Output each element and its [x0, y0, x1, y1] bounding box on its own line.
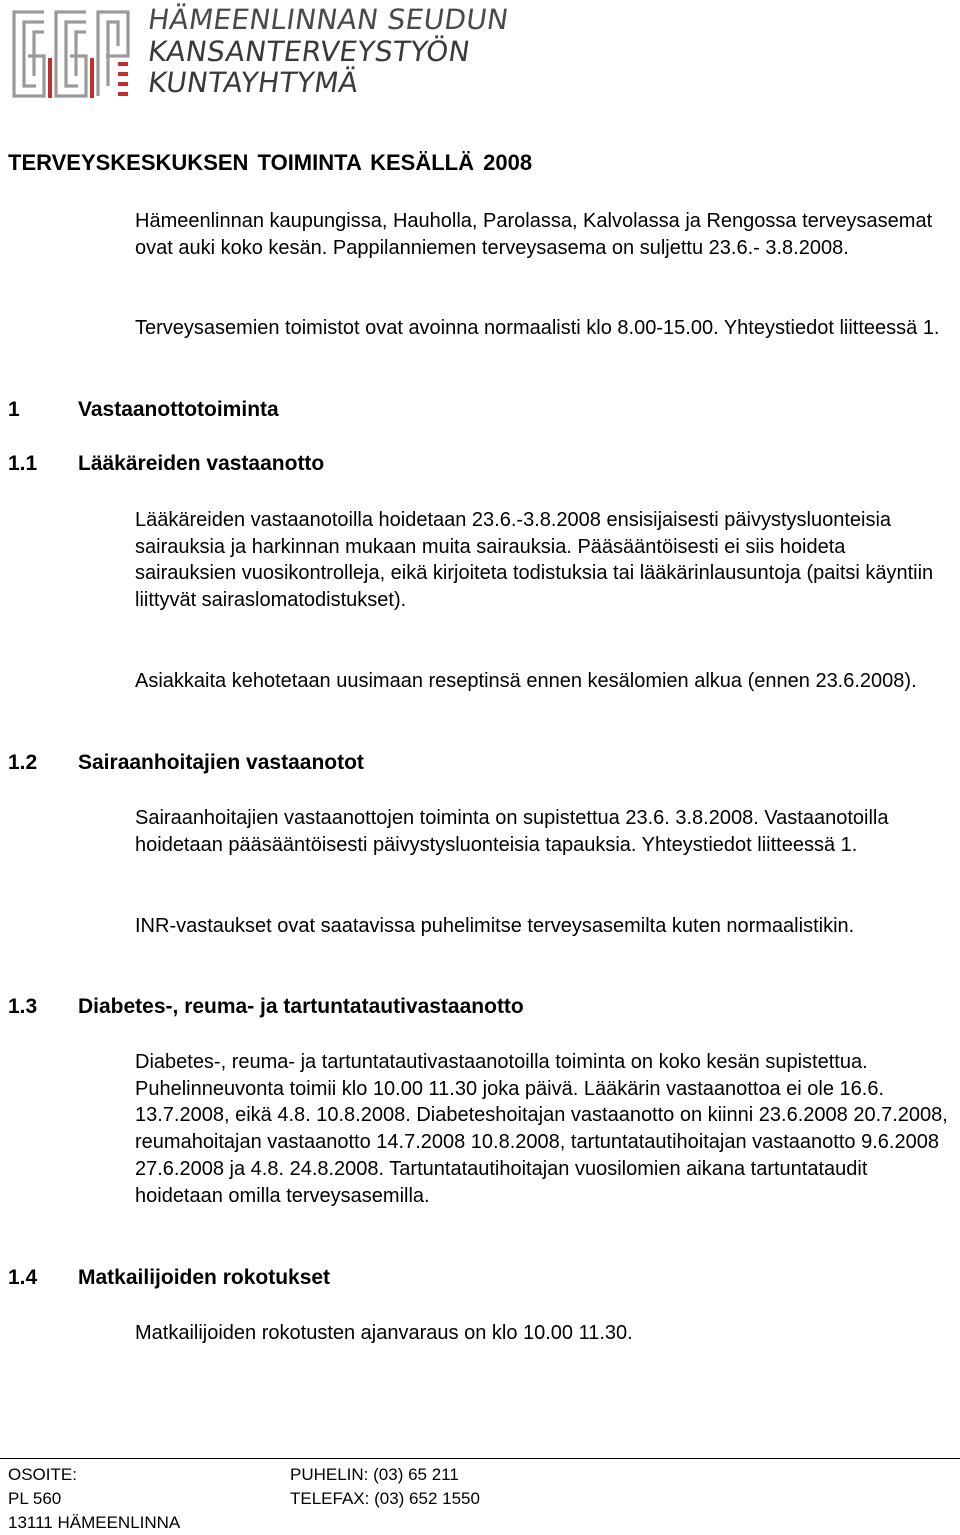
footer-address	[8, 1463, 180, 1535]
subsection-heading-1-1	[8, 452, 324, 476]
subsection-number: 1.2	[8, 751, 38, 774]
paragraph-1-2-a: Sairaanhoitajien vastaanottojen toiminta on supistettua 23.6. 3.8.2008. Vastaanotoilla hoidetaan pääsääntöisesti päivystysluonteisia tapauksia. Yhteystiedot liitteessä 1.	[135, 807, 889, 856]
logo-accent-5	[118, 82, 128, 86]
footer-address-label: OSOITE:	[8, 1465, 77, 1484]
subsection-number: 1.4	[8, 1266, 38, 1289]
footer-city: 13111 HÄMEENLINNA	[8, 1513, 181, 1532]
organization-logo	[6, 3, 511, 104]
subsection-heading-1-4	[8, 1266, 330, 1290]
footer-fax: TELEFAX: (03) 652 1550	[290, 1489, 480, 1508]
paragraph-1-1-a: Lääkäreiden vastaanotoilla hoidetaan 23.6.-3.8.2008 ensisijaisesti päivystysluonteisia sairauksia ja harkinnan mukaan muita sairauksia. Pääsääntöisesti ei siis hoideta sairauksien vuosikontrolleja, eikä kirjoiteta todistuksia tai lääkärinlausuntoja (paitsi käyntiin liittyvät sairaslomatodistukset).	[135, 509, 934, 612]
logo-line-3: KUNTAYHTYMÄ	[145, 66, 361, 99]
logo-line-2: KANSANTERVEYSTYÖN	[145, 34, 473, 68]
paragraph-1-2-b: INR-vastaukset ovat saatavissa puhelimitse terveysasemilta kuten normaalistikin.	[135, 915, 855, 937]
section-number: 1	[8, 398, 20, 421]
footer-po-box: PL 560	[8, 1489, 62, 1508]
subsection-title: Sairaanhoitajien vastaanotot	[78, 751, 364, 774]
paragraph-1-1-b: Asiakkaita kehotetaan uusimaan reseptinsä ennen kesälomien alkua (ennen 23.6.2008).	[135, 670, 917, 692]
subsection-title: Lääkäreiden vastaanotto	[78, 452, 325, 475]
subsection-title: Matkailijoiden rokotukset	[78, 1266, 331, 1289]
section-heading-1	[8, 398, 279, 422]
section-title: Vastaanottotoiminta	[78, 398, 279, 421]
subsection-heading-1-3	[8, 995, 524, 1019]
document-title: TERVEYSKESKUKSEN TOIMINTA KESÄLLÄ 2008	[8, 150, 533, 175]
intro-paragraph-1: Hämeenlinnan kaupungissa, Hauholla, Parolassa, Kalvolassa ja Rengossa terveysasemat ovat auki koko kesän. Pappilanniemen terveysasema on suljettu 23.6.- 3.8.2008.	[135, 210, 933, 259]
subsection-number: 1.3	[8, 995, 38, 1018]
subsection-heading-1-2	[8, 751, 364, 775]
logo-text	[145, 3, 511, 99]
footer-phones	[290, 1463, 480, 1511]
paragraph-1-4-a: Matkailijoiden rokotusten ajanvaraus on klo 10.00 11.30.	[135, 1322, 633, 1344]
organization-logo-mark-icon	[6, 4, 134, 104]
logo-line-1: HÄMEENLINNAN SEUDUN	[145, 3, 511, 36]
logo-letter-mid	[56, 12, 86, 96]
subsection-title: Diabetes-, reuma- ja tartuntatautivastaanotto	[78, 995, 524, 1018]
subsection-number: 1.1	[8, 452, 38, 475]
logo-accent-1	[48, 58, 52, 98]
logo-letter-left	[14, 12, 44, 96]
footer-divider	[0, 1458, 960, 1459]
logo-accent-2	[90, 58, 94, 98]
footer-phone: PUHELIN: (03) 65 211	[290, 1465, 459, 1484]
logo-accent-4	[118, 72, 128, 76]
intro-paragraph-2: Terveysasemien toimistot ovat avoinna normaalisti klo 8.00-15.00. Yhteystiedot liitteessä 1.	[135, 317, 940, 339]
logo-accent-6	[118, 92, 128, 96]
logo-accent-3	[118, 62, 128, 66]
paragraph-1-3-a: Diabetes-, reuma- ja tartuntatautivastaanotoilla toiminta on koko kesän supistettua. Puhelinneuvonta toimii klo 10.00 11.30 joka päivä. Lääkärin vastaanottoa ei ole 16.6. 13.7.2008, eikä 4.8. 10.8.2008. Diabeteshoitajan vastaanotto on kiinni 23.6.2008 20.7.2008, reumahoitajan vastaanotto 14.7.2008 10.8.2008, tartuntatautihoitajan vastaanotto 9.6.2008 27.6.2008 ja 4.8. 24.8.2008. Tartuntatautihoitajan vuosilomien aikana tartuntataudit hoidetaan omilla terveysasemilla.	[135, 1051, 948, 1207]
